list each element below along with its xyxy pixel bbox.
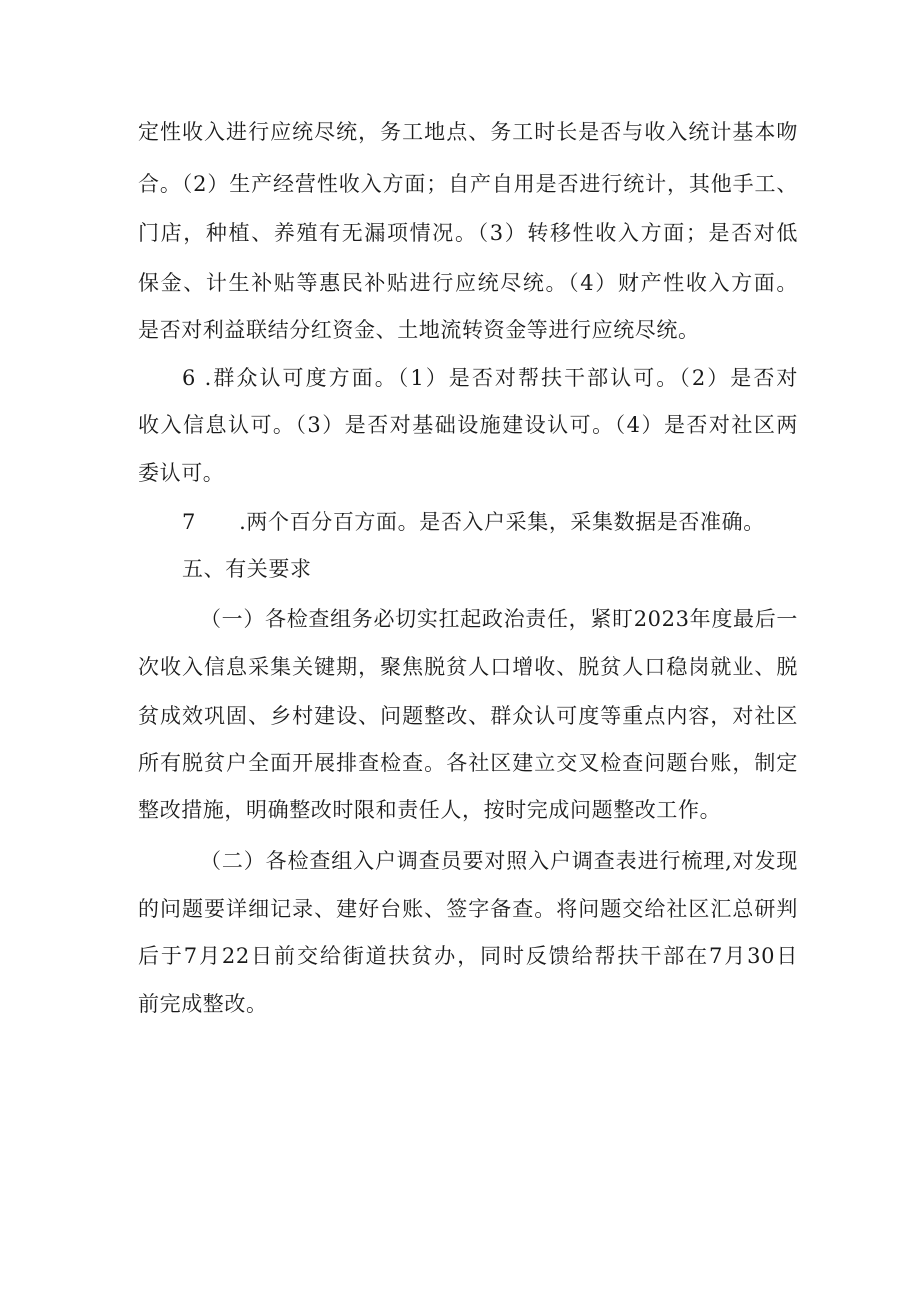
paragraph-line: 贫成效巩固、乡村建设、问题整改、群众认可度等重点内容，对社区 (138, 704, 798, 728)
paragraph-line: 前完成整改。 (138, 992, 268, 1016)
paragraph-line: 所有脱贫户全面开展排查检查。各社区建立交叉检查问题台账，制定 (138, 751, 798, 775)
paragraph-line: 委认可。 (138, 461, 225, 485)
item-7-heading: 7 .两个百分百方面。是否入户采集，采集数据是否准确。 (182, 510, 765, 534)
section-heading: 五、有关要求 (182, 557, 312, 581)
paragraph-line: 次收入信息采集关键期，聚焦脱贫人口增收、脱贫人口稳岗就业、脱 (138, 655, 798, 679)
paragraph-line: 门店，种植、养殖有无漏项情况。（3）转移性收入方面；是否对低 (138, 221, 798, 245)
paragraph-line: 定性收入进行应统尽统，务工地点、务工时长是否与收入统计基本吻 (138, 120, 798, 144)
paragraph-line: 整改措施，明确整改时限和责任人，按时完成问题整改工作。 (138, 798, 722, 822)
paragraph-line: 保金、计生补贴等惠民补贴进行应统尽统。（4）财产性收入方面。 (138, 271, 798, 295)
requirement-1-line: （一）各检查组务必切实扛起政治责任，紧盯2023年度最后一 (200, 607, 798, 631)
requirement-2-line: （二）各检查组入户调查员要对照入户调查表进行梳理,对发现 (200, 849, 798, 873)
item-6-heading: 6 .群众认可度方面。（1）是否对帮扶干部认可。（2）是否对 (182, 366, 798, 390)
paragraph-line: 是否对利益联结分红资金、土地流转资金等进行应统尽统。 (138, 318, 700, 342)
paragraph-line: 合。（2）生产经营性收入方面；自产自用是否进行统计，其他手工、 (138, 172, 798, 196)
paragraph-line: 收入信息认可。（3）是否对基础设施建设认可。（4）是否对社区两 (138, 413, 798, 437)
paragraph-line: 后于7月22日前交给街道扶贫办，同时反馈给帮扶干部在7月30日 (138, 944, 798, 968)
paragraph-line: 的问题要详细记录、建好台账、签字备查。将问题交给社区汇总研判 (138, 897, 798, 921)
